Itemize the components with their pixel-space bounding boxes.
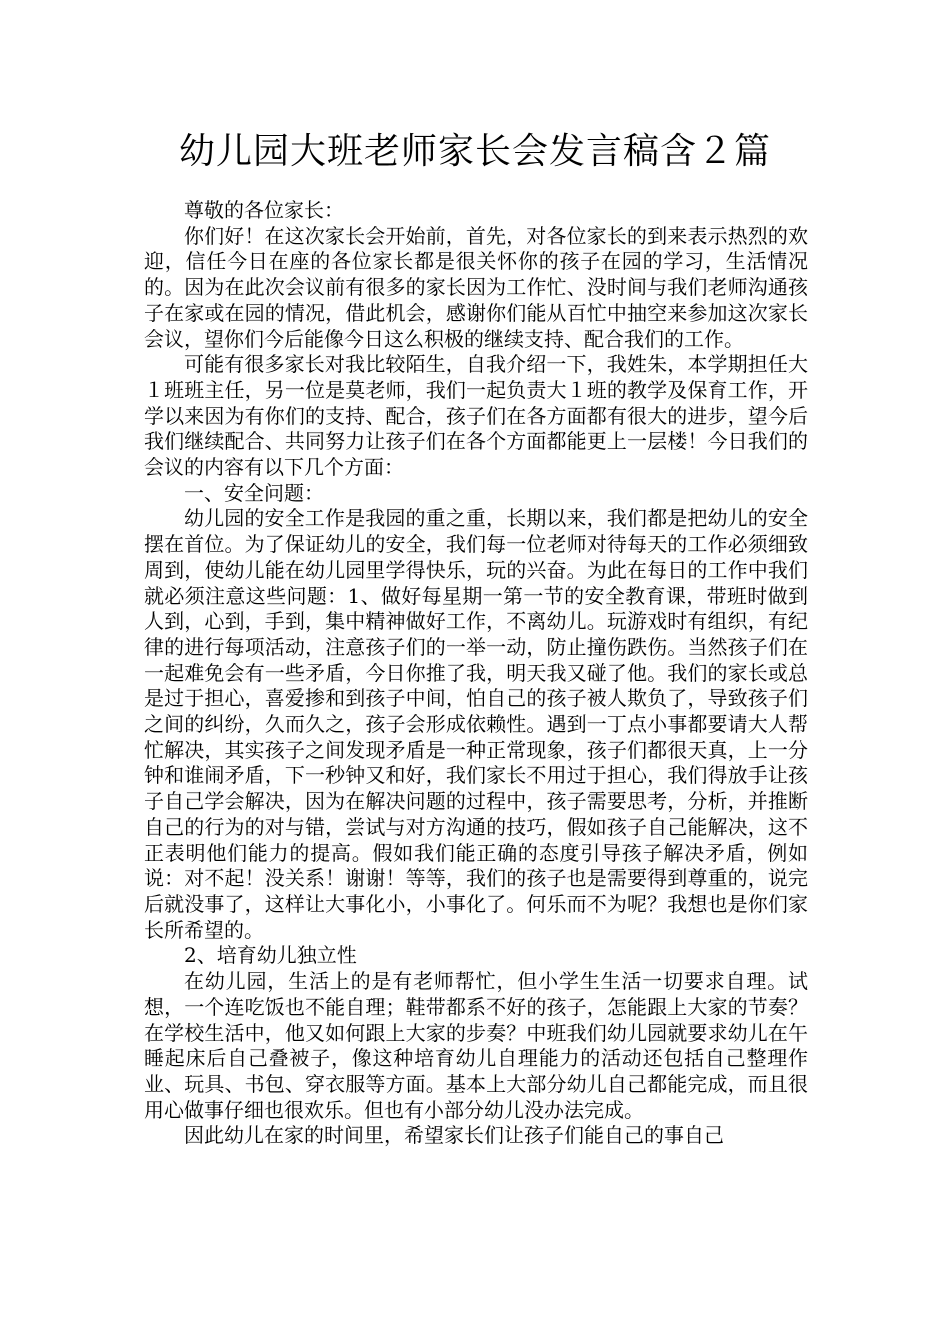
paragraph-safety: 幼儿园的安全工作是我园的重之重，长期以来，我们都是把幼儿的安全摆在首位。为了保证幼儿的安全，我们每一位老师对待每天的工作必须细致周到，使幼儿能在幼儿园里学得快乐，玩的兴奋。为此在每日的工作中我们就必须注意这些问题：1、做好每星期一第一节的安全教育课，带班时做到人到，心到，手到，集中精神做好工作，不离幼儿。玩游戏时有组织，有纪律的进行每项活动，注意孩子们的一举一动，防止撞伤跌伤。当然孩子们在一起难免会有一些矛盾，今日你推了我，明天我又碰了他。我们的家长或总是过于担心，喜爱掺和到孩子中间，怕自己的孩子被人欺负了，导致孩子们之间的纠纷，久而久之，孩子会形成依赖性。遇到一丁点小事都要请大人帮忙解决，其实孩子之间发现矛盾是一种正常现象，孩子们都很天真，上一分钟和谁闹矛盾，下一秒钟又和好，我们家长不用过于担心，我们得放手让孩子自己学会解决，因为在解决问题的过程中，孩子需要思考，分析，并推断自己的行为的对与错，尝试与对方沟通的技巧，假如孩子自己能解决，这不正表明他们能力的提高。假如我们能正确的态度引导孩子解决矛盾，例如说：对不起！没关系！谢谢！等等，我们的孩子也是需要得到尊重的，说完后就没事了，这样让大事化小，小事化了。何乐而不为呢？我想也是你们家长所希望的。 (144, 506, 808, 942)
document-body (144, 198, 808, 1149)
paragraph-introduction: 可能有很多家长对我比较陌生，自我介绍一下，我姓朱，本学期担任大１班班主任，另一位是莫老师，我们一起负责大１班的教学及保育工作，开学以来因为有你们的支持、配合，孩子们在各方面都有很大的进步，望今后我们继续配合、共同努力让孩子们在各个方面都能更上一层楼！今日我们的会议的内容有以下几个方面： (144, 352, 808, 480)
paragraph-home: 因此幼儿在家的时间里，希望家长们让孩子们能自己的事自己 (184, 1123, 724, 1148)
section-heading-independence: 2、培育幼儿独立性 (184, 943, 357, 968)
document-title: 幼儿园大班老师家长会发言稿含２篇 (178, 131, 771, 172)
paragraph-salutation: 尊敬的各位家长： (184, 198, 344, 222)
paragraph-independence: 在幼儿园，生活上的是有老师帮忙，但小学生生活一切要求自理。试想，一个连吃饭也不能自理；鞋带都系不好的孩子，怎能跟上大家的节奏？在学校生活中，他又如何跟上大家的步奏？中班我们幼儿园就要求幼儿在午睡起床后自己叠被子，像这种培育幼儿自理能力的活动还包括自己整理作业、玩具、书包、穿衣服等方面。基本上大部分幼儿自己都能完成，而且很用心做事仔细也很欢乐。但也有小部分幼儿没办法完成。 (144, 969, 808, 1122)
section-heading-safety: 一、安全问题： (184, 480, 324, 505)
paragraph-greeting: 你们好！在这次家长会开始前，首先，对各位家长的到来表示热烈的欢迎，信任今日在座的各位家长都是很关怀你的孩子在园的学习，生活情况的。因为在此次会议前有很多的家长因为工作忙、没时间与我们老师沟通孩子在家或在园的情况，借此机会，感谢你们能从百忙中抽空来参加这次家长会议，望你们今后能像今日这么积极的继续支持、配合我们的工作。 (144, 223, 808, 351)
